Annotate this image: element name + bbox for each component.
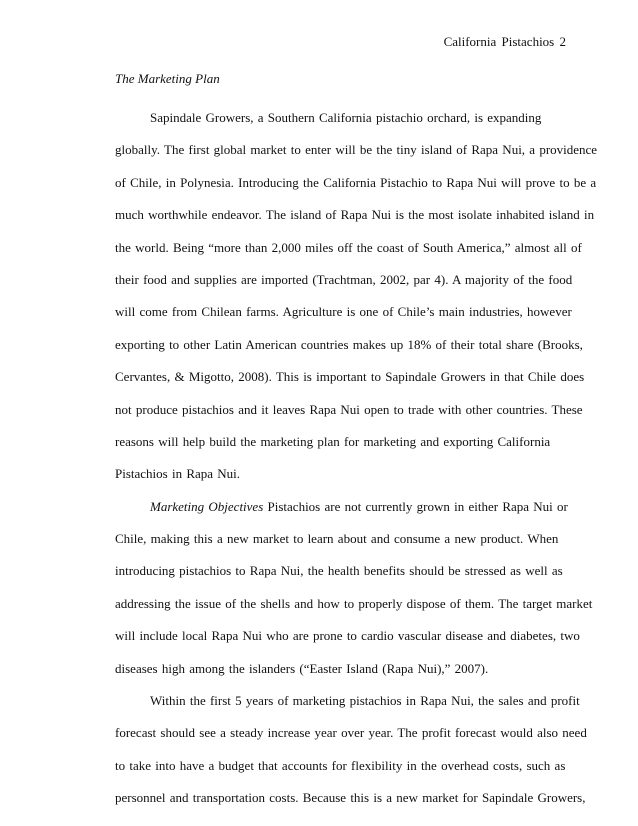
subheading-marketing-objectives: Marketing Objectives — [150, 498, 264, 514]
text-line: the world. Being “more than 2,000 miles off the coast of South America,” almost all of — [115, 239, 582, 255]
text-line: Sapindale Growers, a Southern California pistachio orchard, is expanding — [150, 110, 542, 125]
text-line: globally. The first global market to enter will be the tiny island of Rapa Nui, a providence — [115, 142, 598, 158]
running-head: California Pistachios 2 — [443, 34, 566, 49]
text-line: personnel and transportation costs. Because this is a new market for Sapindale Growers, — [115, 790, 586, 806]
text-line: Within the first 5 years of marketing pistachios in Rapa Nui, the sales and profit — [150, 693, 580, 709]
text-line: not produce pistachios and it leaves Rapa Nui open to trade with other countries. These — [115, 401, 583, 417]
text-line: of Chile, in Polynesia. Introducing the California Pistachio to Rapa Nui will prove to be a — [115, 174, 597, 190]
text-line: exporting to other Latin American countries makes up 18% of their total share (Brooks, — [115, 336, 583, 352]
text-line: their food and supplies are imported (Trachtman, 2002, par 4). A majority of the food — [115, 271, 573, 287]
text-line: Chile, making this a new market to learn about and consume a new product. When — [115, 531, 559, 547]
text-line: reasons will help build the marketing plan for marketing and exporting California — [115, 433, 551, 449]
text-line: introducing pistachios to Rapa Nui, the health benefits should be stressed as well as — [115, 563, 563, 579]
text-line: Pistachios in Rapa Nui. — [115, 466, 241, 482]
text-line: forecast should see a steady increase year over year. The profit forecast would also need — [115, 725, 587, 741]
text-line: to take into have a budget that accounts for flexibility in the overhead costs, such as — [115, 757, 566, 773]
text-line: will include local Rapa Nui who are prone to cardio vascular disease and diabetes, two — [115, 628, 580, 644]
section-heading: The Marketing Plan — [115, 71, 220, 86]
text-line: will come from Chilean farms. Agriculture is one of Chile’s main industries, however — [115, 304, 572, 320]
text-line: much worthwhile endeavor. The island of Rapa Nui is the most isolate inhabited island in — [115, 207, 595, 223]
text-line: addressing the issue of the shells and how to properly dispose of them. The target market — [115, 595, 593, 611]
text-line: Cervantes, & Migotto, 2008). This is important to Sapindale Growers in that Chile does — [115, 369, 585, 385]
text-line: Marketing Objectives Pistachios are not currently grown in either Rapa Nui or — [150, 498, 568, 514]
text-line: diseases high among the islanders (“Easter Island (Rapa Nui),” 2007). — [115, 660, 489, 676]
body-text — [115, 102, 598, 815]
